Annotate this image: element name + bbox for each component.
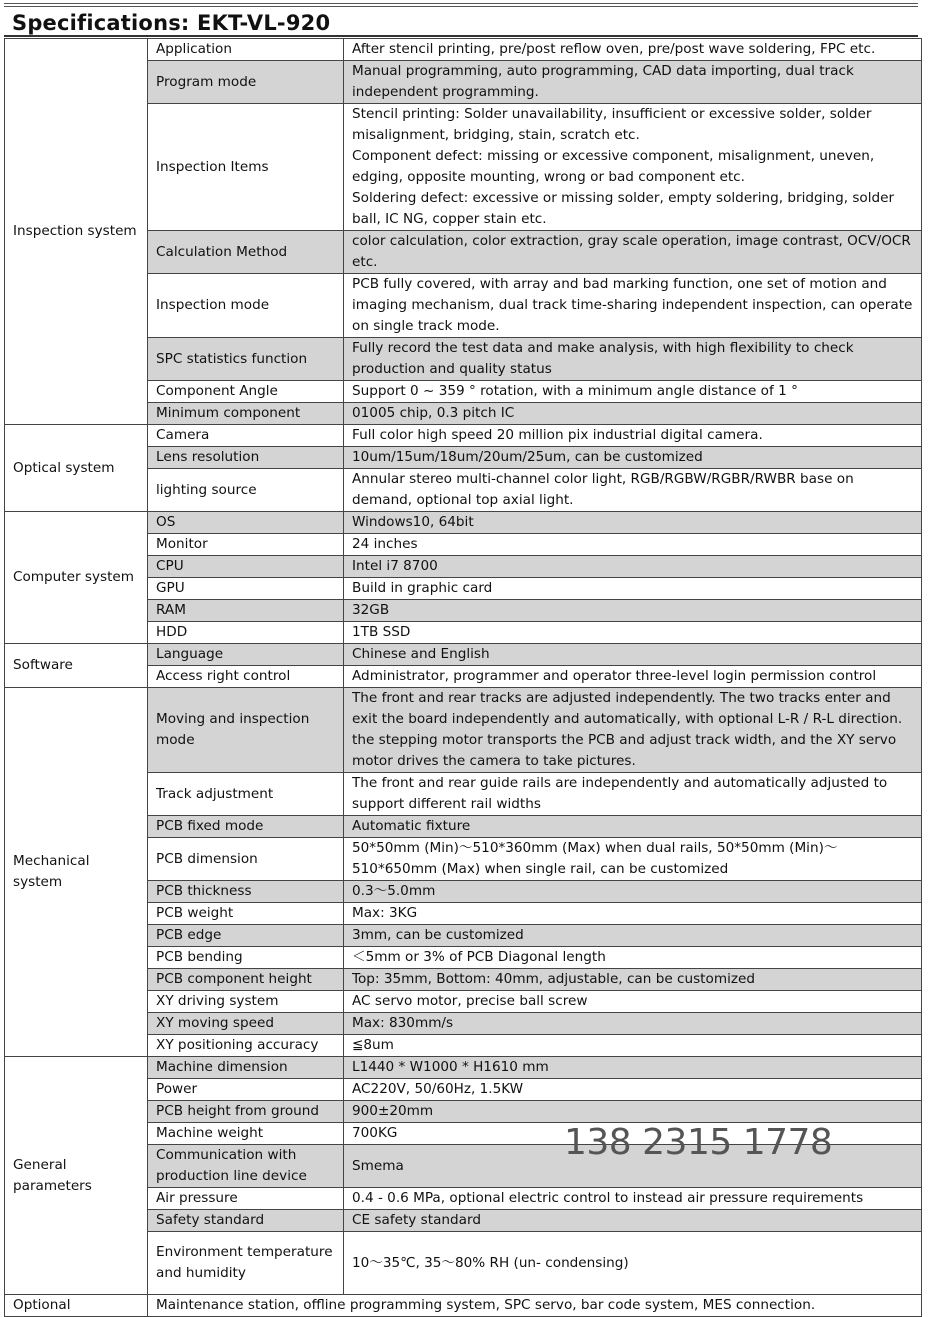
spec-value-text: Automatic fixture	[352, 818, 471, 834]
spec-value-text: Stencil printing: Solder unavailability, insufficient or excessive solder, solder misalignment, bridging, stain, scratch etc.	[352, 106, 872, 143]
spec-value	[344, 274, 922, 338]
spec-value	[344, 903, 922, 925]
spec-value	[344, 578, 922, 600]
top-rule	[4, 3, 918, 4]
spec-item: Moving and inspection mode	[148, 688, 344, 773]
spec-item: Application	[148, 39, 344, 61]
spec-value-text: Full color high speed 20 million pix industrial digital camera.	[352, 427, 763, 443]
spec-value	[344, 556, 922, 578]
spec-value-text: After stencil printing, pre/post reflow oven, pre/post wave soldering, FPC etc.	[352, 41, 876, 57]
spec-value-text: Build in graphic card	[352, 580, 493, 596]
spec-item: XY moving speed	[148, 1013, 344, 1035]
spec-value-text: 24 inches	[352, 536, 418, 552]
spec-value	[344, 1013, 922, 1035]
group-name: Mechanical system	[5, 688, 148, 1057]
spec-row	[5, 425, 922, 447]
spec-item: XY positioning accuracy	[148, 1035, 344, 1057]
spec-item: Power	[148, 1079, 344, 1101]
spec-item: Machine weight	[148, 1123, 344, 1145]
spec-value	[344, 969, 922, 991]
spec-value	[344, 338, 922, 381]
group-name: Software	[5, 644, 148, 688]
spec-item: CPU	[148, 556, 344, 578]
spec-value-text: Max: 830mm/s	[352, 1015, 454, 1031]
spec-value-text: ≦8um	[352, 1037, 394, 1053]
spec-value	[344, 534, 922, 556]
spec-value	[344, 1232, 922, 1295]
spec-value-text: 10～35℃, 35～80% RH (un- condensing)	[352, 1254, 629, 1271]
spec-value	[344, 1057, 922, 1079]
spec-row	[5, 1057, 922, 1079]
title-rule	[4, 35, 918, 37]
spec-item: Access right control	[148, 666, 344, 688]
spec-value	[344, 816, 922, 838]
spec-value-text: Support 0 ~ 359 ° rotation, with a minimum angle distance of 1 °	[352, 383, 798, 399]
group-name: Inspection system	[5, 39, 148, 425]
spec-value	[344, 991, 922, 1013]
spec-value-text: 3mm, can be customized	[352, 927, 524, 943]
spec-value	[344, 39, 922, 61]
spec-item: Inspection Items	[148, 104, 344, 231]
spec-value-text: 1TB SSD	[352, 624, 411, 640]
group-name: Computer system	[5, 512, 148, 644]
spec-value-text: Max: 3KG	[352, 905, 418, 921]
spec-value-text: The front and rear guide rails are independently and automatically adjusted to support different rail widths	[352, 775, 888, 812]
spec-value-text: CE safety standard	[352, 1212, 481, 1228]
spec-item: PCB height from ground	[148, 1101, 344, 1123]
spec-value	[344, 1079, 922, 1101]
group-name: General parameters	[5, 1057, 148, 1295]
spec-value	[344, 381, 922, 403]
spec-item: PCB bending	[148, 947, 344, 969]
spec-value	[344, 1101, 922, 1123]
spec-value-text: PCB fully covered, with array and bad marking function, one set of motion and imaging mechanism, dual track time-sharing independent inspection, can operate on single track mode.	[352, 276, 913, 334]
spec-item: Monitor	[148, 534, 344, 556]
spec-item: Component Angle	[148, 381, 344, 403]
spec-value-text: 01005 chip, 0.3 pitch IC	[352, 405, 515, 421]
spec-value	[344, 469, 922, 512]
group-name: Optional	[5, 1295, 148, 1317]
phone-watermark: 138 2315 1778	[564, 1122, 833, 1163]
spec-value	[344, 925, 922, 947]
spec-value-text: 0.3～5.0mm	[352, 883, 436, 899]
spec-item: Program mode	[148, 61, 344, 104]
spec-value	[344, 1210, 922, 1232]
spec-value	[344, 231, 922, 274]
top-rule-2	[4, 6, 918, 7]
spec-value	[344, 947, 922, 969]
spec-value	[344, 1035, 922, 1057]
spec-value-text: Windows10, 64bit	[352, 514, 474, 530]
optional-value: Maintenance station, offline programming system, SPC servo, bar code system, MES connection.	[148, 1295, 922, 1317]
spec-item: Air pressure	[148, 1188, 344, 1210]
page-title: Specifications: EKT-VL-920	[12, 11, 331, 35]
spec-value-text: 10um/15um/18um/20um/25um, can be customized	[352, 449, 703, 465]
spec-value-text: color calculation, color extraction, gray scale operation, image contrast, OCV/OCR etc.	[352, 233, 911, 270]
spec-value-text: The front and rear tracks are adjusted independently. The two tracks enter and exit the board independently and automatically, with optional L-R / R-L direction. the stepping motor transports the PCB and adjust track width, and the XY servo motor drives the camera to take pictures.	[352, 690, 903, 769]
spec-value-text: AC servo motor, precise ball screw	[352, 993, 588, 1009]
spec-value-text: Component defect: missing or excessive component, misalignment, uneven, edging, opposite mounting, wrong or bad component etc.	[352, 148, 875, 185]
spec-value-text: Smema	[352, 1157, 404, 1174]
spec-row	[5, 688, 922, 773]
spec-value-text: 50*50mm (Min)～510*360mm (Max) when dual rails, 50*50mm (Min)～510*650mm (Max) when single rail, can be customized	[352, 840, 838, 877]
spec-row	[5, 512, 922, 534]
spec-item: PCB dimension	[148, 838, 344, 881]
spec-item: Machine dimension	[148, 1057, 344, 1079]
spec-value	[344, 104, 922, 231]
spec-value	[344, 644, 922, 666]
spec-value-text: Manual programming, auto programming, CAD data importing, dual track independent programming.	[352, 63, 854, 100]
spec-item: Inspection mode	[148, 274, 344, 338]
group-name: Optical system	[5, 425, 148, 512]
spec-item: OS	[148, 512, 344, 534]
spec-value-text: 0.4 - 0.6 MPa, optional electric control to instead air pressure requirements	[352, 1190, 864, 1206]
spec-value	[344, 61, 922, 104]
spec-value	[344, 622, 922, 644]
spec-item: Lens resolution	[148, 447, 344, 469]
spec-value-text: 32GB	[352, 602, 390, 618]
spec-value	[344, 447, 922, 469]
spec-item: Language	[148, 644, 344, 666]
spec-value-text: Administrator, programmer and operator three-level login permission control	[352, 668, 877, 684]
spec-item: Track adjustment	[148, 773, 344, 816]
spec-row	[5, 39, 922, 61]
spec-value-text: ＜5mm or 3% of PCB Diagonal length	[352, 949, 606, 965]
spec-value-text: Intel i7 8700	[352, 558, 438, 574]
spec-item: lighting source	[148, 469, 344, 512]
spec-item: XY driving system	[148, 991, 344, 1013]
spec-item: Minimum component	[148, 403, 344, 425]
spec-item: Communication with production line device	[148, 1145, 344, 1188]
spec-item: Calculation Method	[148, 231, 344, 274]
spec-value	[344, 881, 922, 903]
spec-value	[344, 1188, 922, 1210]
spec-item: Safety standard	[148, 1210, 344, 1232]
spec-value	[344, 688, 922, 773]
spec-value-text: 900±20mm	[352, 1103, 434, 1119]
spec-value-text: Annular stereo multi-channel color light, RGB/RGBW/RGBR/RWBR base on demand, optional top axial light.	[352, 471, 854, 508]
spec-item: RAM	[148, 600, 344, 622]
spec-item: HDD	[148, 622, 344, 644]
spec-item: PCB weight	[148, 903, 344, 925]
spec-value	[344, 600, 922, 622]
spec-value-text: 700KG	[352, 1125, 398, 1141]
spec-item: PCB thickness	[148, 881, 344, 903]
spec-item: PCB fixed mode	[148, 816, 344, 838]
optional-row	[5, 1295, 922, 1317]
spec-value-text: Top: 35mm, Bottom: 40mm, adjustable, can be customized	[352, 971, 755, 987]
spec-value-text: Chinese and English	[352, 646, 490, 662]
spec-item: Camera	[148, 425, 344, 447]
spec-value-text: Soldering defect: excessive or missing solder, empty soldering, bridging, solder ball, IC NG, copper stain etc.	[352, 190, 895, 227]
spec-item: PCB edge	[148, 925, 344, 947]
spec-item: GPU	[148, 578, 344, 600]
spec-item: Environment temperature and humidity	[148, 1232, 344, 1295]
spec-value-text: L1440 * W1000 * H1610 mm	[352, 1059, 549, 1075]
spec-value	[344, 838, 922, 881]
spec-item: PCB component height	[148, 969, 344, 991]
spec-value	[344, 403, 922, 425]
spec-item: SPC statistics function	[148, 338, 344, 381]
spec-value	[344, 666, 922, 688]
spec-value-text: Fully record the test data and make analysis, with high flexibility to check production and quality status	[352, 340, 854, 377]
spec-value	[344, 425, 922, 447]
spec-value	[344, 773, 922, 816]
spec-row	[5, 644, 922, 666]
spec-value	[344, 512, 922, 534]
spec-value-text: AC220V, 50/60Hz, 1.5KW	[352, 1081, 524, 1097]
